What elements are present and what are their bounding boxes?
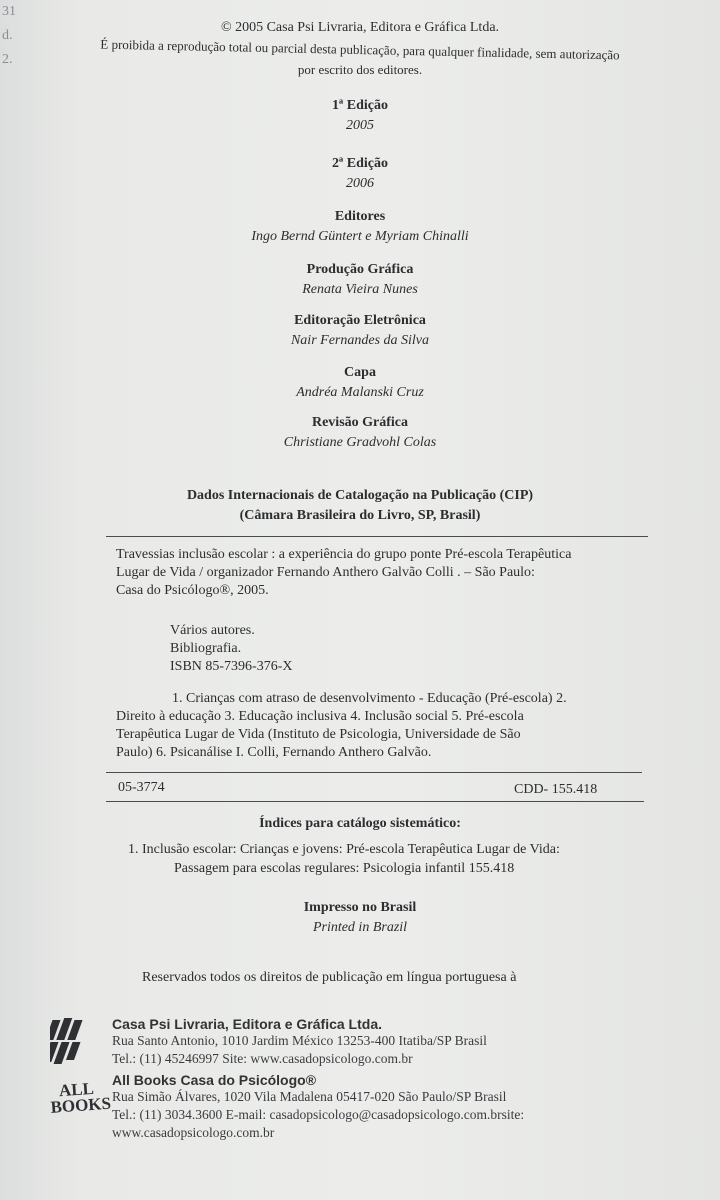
copyright-restriction: É proibida a reprodução total ou parcial desta publicação, para qualquer finalidade, sem autorização	[100, 36, 620, 63]
casa-psi-logo	[50, 1016, 102, 1068]
credit-value: 2005	[346, 118, 374, 133]
credit-label: 1ª Edição	[332, 98, 388, 113]
credit-value: Renata Vieira Nunes	[302, 282, 418, 297]
credit-graphic-production	[0, 260, 720, 300]
cip-cdd: CDD- 155.418	[514, 782, 598, 797]
credit-value: Ingo Bernd Güntert e Myriam Chinalli	[251, 229, 469, 244]
credit-cover	[0, 363, 720, 403]
credit-label: Revisão Gráfica	[311, 415, 409, 430]
rights-reserved: Reservados todos os direitos de publicação em língua portuguesa à	[142, 970, 517, 985]
indices-entry	[128, 840, 648, 878]
margin-note: 31	[2, 4, 16, 19]
credit-label: Capa	[344, 365, 376, 380]
publisher-name: Casa Psi Livraria, Editora e Gráfica Ltda.	[112, 1016, 382, 1032]
cip-subject-line: Paulo) 6. Psicanálise I. Colli, Fernando Anthero Galvão.	[116, 745, 432, 760]
publisher-contact: Tel.: (11) 45246997 Site: www.casadopsicologo.com.br	[112, 1051, 413, 1066]
publisher-name: All Books Casa do Psicólogo®	[112, 1072, 317, 1088]
cip-heading	[0, 486, 720, 526]
publisher-all-books	[112, 1072, 524, 1142]
credit-electronic-editing	[0, 311, 720, 351]
cip-subject-line: Terapêutica Lugar de Vida (Instituto de Psicologia, Universidade de São	[116, 727, 521, 742]
cip-entry	[116, 546, 646, 600]
cip-subject-line: 1. Crianças com atraso de desenvolvimento - Educação (Pré-escola) 2.	[172, 691, 567, 706]
cip-top-rule	[106, 536, 648, 537]
credit-value: Nair Fernandes da Silva	[290, 333, 430, 348]
publisher-contact: Tel.: (11) 3034.3600 E-mail: casadopsicologo@casadopsicologo.com.brsite:	[112, 1107, 525, 1122]
cip-entry-line: Travessias inclusão escolar : a experiência do grupo ponte Pré-escola Terapêutica	[116, 547, 572, 562]
copyright-restriction-end: por escrito dos editores.	[297, 62, 423, 77]
cip-entry-line: Casa do Psicólogo®, 2005.	[116, 583, 269, 598]
credit-label: Editores	[334, 209, 386, 224]
publisher-site: www.casadopsicologo.com.br	[112, 1125, 275, 1140]
cip-note: Vários autores.	[170, 623, 255, 638]
credit-label: 2ª Edição	[332, 156, 388, 171]
margin-note: 2.	[2, 52, 13, 67]
publisher-address: Rua Santo Antonio, 1010 Jardim México 13253-400 Itatiba/SP Brasil	[112, 1033, 487, 1048]
printed-pt: Impresso no Brasil	[303, 900, 417, 915]
credit-value: Christiane Gradvohl Colas	[283, 435, 437, 450]
printed-in	[0, 898, 720, 938]
margin-note: d.	[2, 28, 13, 43]
credit-label: Produção Gráfica	[306, 262, 414, 277]
credit-second-edition	[0, 154, 720, 194]
credit-editors	[0, 207, 720, 247]
copyright-line: © 2005 Casa Psi Livraria, Editora e Gráfica Ltda.	[220, 20, 500, 35]
cip-notes	[170, 622, 700, 676]
indices-line: 1. Inclusão escolar: Crianças e jovens: Pré-escola Terapêutica Lugar de Vida:	[128, 842, 560, 857]
publisher-address: Rua Simão Álvares, 1020 Vila Madalena 05417-020 São Paulo/SP Brasil	[112, 1089, 507, 1104]
cip-middle-rule	[106, 772, 642, 773]
all-books-logo-text: ALL BOOKS	[49, 1078, 112, 1117]
printed-en: Printed in Brazil	[312, 920, 408, 935]
cip-isbn: ISBN 85-7396-376-X	[170, 659, 293, 674]
copyright-notice	[0, 18, 720, 80]
cip-number: 05-3774	[118, 780, 165, 795]
cip-subjects	[116, 690, 646, 762]
cip-title: Dados Internacionais de Catalogação na Publicação (CIP)	[186, 488, 534, 503]
credit-label: Editoração Eletrônica	[294, 313, 426, 328]
cip-subtitle: (Câmara Brasileira do Livro, SP, Brasil)	[239, 508, 481, 523]
indices-heading: Índices para catálogo sistemático:	[259, 816, 461, 831]
cip-note: Bibliografia.	[170, 641, 242, 656]
publisher-casa-psi	[112, 1016, 487, 1068]
cip-entry-line: Lugar de Vida / organizador Fernando Anthero Galvão Colli . – São Paulo:	[116, 565, 535, 580]
cip-bottom-rule	[106, 801, 644, 802]
credit-proofreading	[0, 413, 720, 453]
credit-value: Andréa Malanski Cruz	[296, 385, 424, 400]
cip-subject-line: Direito à educação 3. Educação inclusiva 4. Inclusão social 5. Pré-escola	[116, 709, 524, 724]
credit-value: 2006	[346, 176, 374, 191]
indices-line: Passagem para escolas regulares: Psicologia infantil 155.418	[174, 861, 515, 876]
all-books-logo	[49, 1078, 112, 1117]
credit-first-edition	[0, 96, 720, 136]
